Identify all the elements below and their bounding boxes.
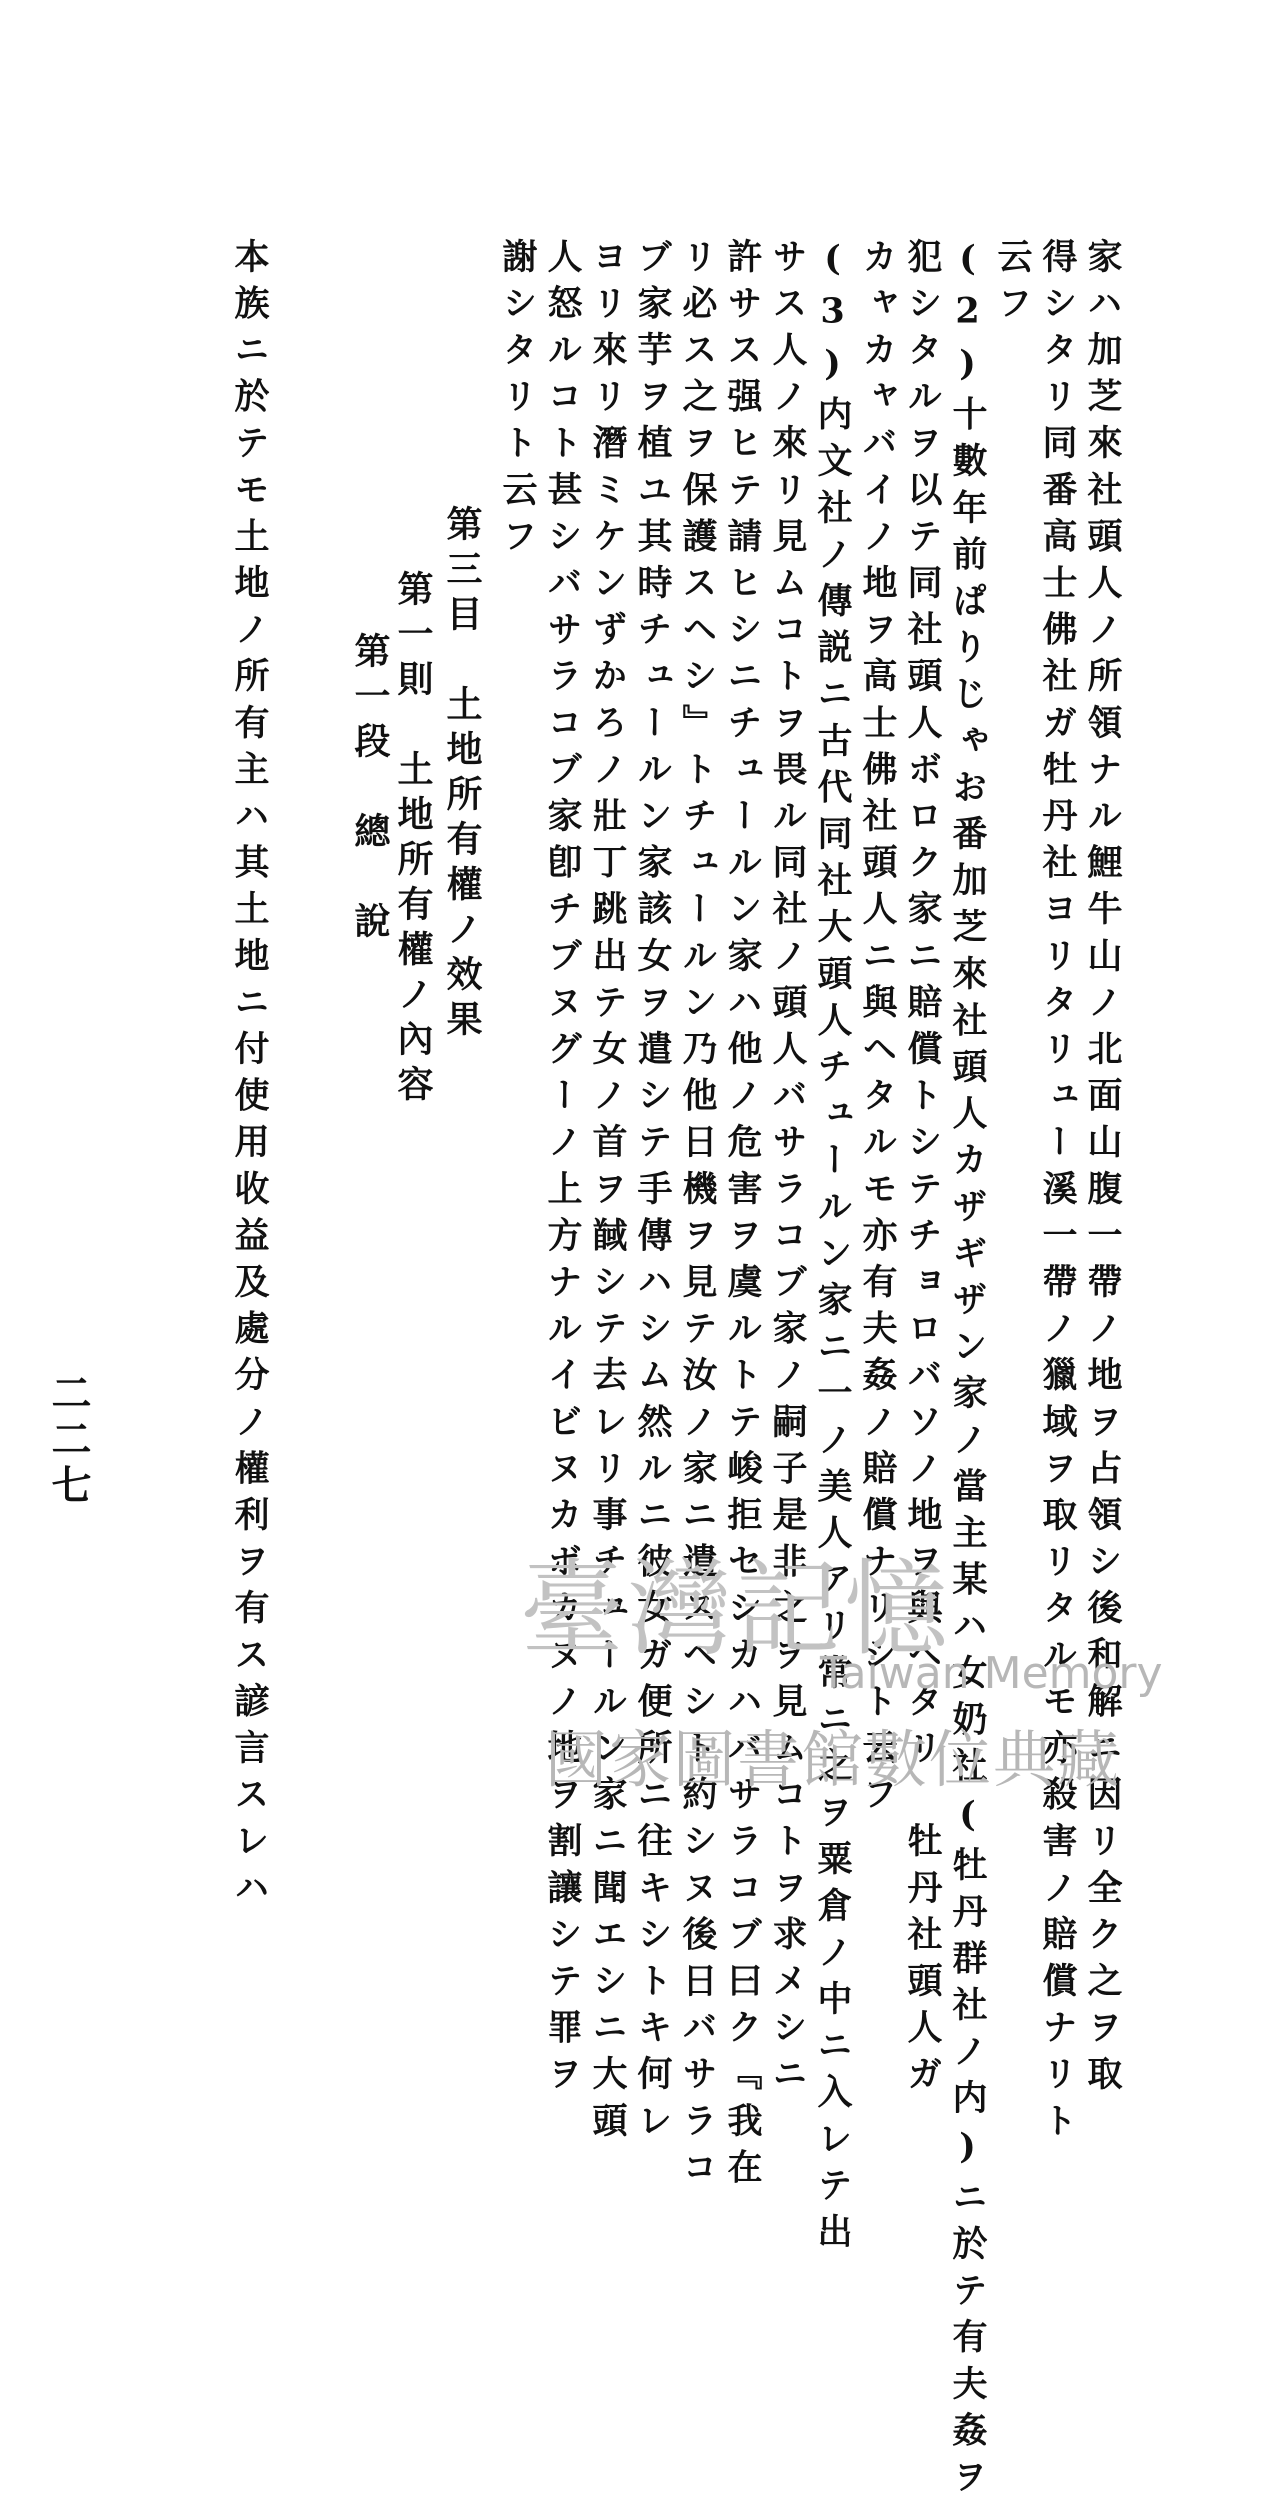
text-column-5: 犯シタルヲ以テ同社頭人ボロク家ニ賠償トシテチョロバソノ地ヲ與ヘタリ 牡丹社頭人ガ	[902, 238, 943, 2102]
watermark-chinese-title: 臺灣記憶	[520, 1548, 953, 1670]
text-column-6: カャカャバイノ地ヲ高士佛社頭人ニ與ヘタルモ亦有夫姦ノ賠償ナリシト云フ	[857, 238, 898, 1823]
text-column-9: 許サス强ヒテ請ヒシニチュールン家ハ他ノ危害ヲ虞ルトテ峻拒セシカハバサラコブ曰ク『我在	[722, 238, 763, 2196]
text-column-10: リ必ス之ヲ保護スヘシ』トチュールン乃他日機ヲ見テ汝ノ家ニ遣スヘシト約シヌ後日バサラコ	[677, 238, 718, 2196]
text-column-13: 人怒ルコト甚シバサラコブ家卽チブヌグーノ上方ナルイビヌカボカヌノ地ヲ割讓シテ罪ヲ	[542, 238, 583, 2102]
section-heading-mu: 第三目 土地所有權ノ效果	[441, 505, 483, 1045]
section-heading-dan: 第一段 總 說	[349, 632, 391, 947]
text-column-3: 云フ	[992, 238, 1033, 332]
section-heading-soku: 第一則 土地所有權ノ內容	[392, 570, 434, 1110]
text-column-1: 家ハ加芝來社頭人ノ所領ナル鯉牛山ノ北面山腹一帶ノ地ヲ占領シ後和解ニ因リ全ク之ヲ取	[1082, 238, 1123, 2102]
watermark-library-name: 國家圖書館數位典藏	[545, 1723, 1122, 1796]
text-column-11: ブ家芋ヲ植ユ其時チュールン家該女ヲ遣シテ手傳ハシム然ルニ彼女ガ便所ニ往キシトキ何レ	[632, 238, 673, 2149]
text-column-14: 謝シタリト云フ	[497, 238, 538, 565]
text-column-last: 本族ニ於テモ土地ノ所有主ハ其土地ニ付使用收益及處分ノ權利ヲ有ス諺言スレハ	[229, 238, 270, 1916]
page-number: 二二七	[45, 1372, 92, 1510]
watermark-english-title: Taiwan Memory	[820, 1648, 1163, 1699]
text-column-12: ヨリ來リ潛ミケンずかろノ壯丁跳出テ女ノ首ヲ馘シテ去レリ事チュールン家ニ聞エシニ大頭	[587, 238, 628, 2149]
text-column-7: (3)内文社ノ傳説ニ古代同社大頭人チュールン家ニ一ノ美人アリ常ニ之ヲ粟倉ノ中ニ入レテ出	[812, 238, 853, 2260]
text-column-4: (2)十數年前ぱりじゃお番加芝來社頭人カザギザン家ノ當主某ハ女奶社(牡丹群社ノ内)ニ於テ有夫姦ヲ	[947, 238, 988, 2505]
text-column-2: 得シタリ同番高士佛社ガ牡丹社ヨリタリュー溪一帶ノ獵域ヲ取リタルモ亦殺害ノ賠償ナリト	[1037, 238, 1078, 2149]
text-column-8: サス人ノ來リ見ムコトヲ畏ル同社ノ頭人バサラコブ家ノ嗣子是非之ヲ見ムコトヲ求メシニ	[767, 238, 808, 2102]
